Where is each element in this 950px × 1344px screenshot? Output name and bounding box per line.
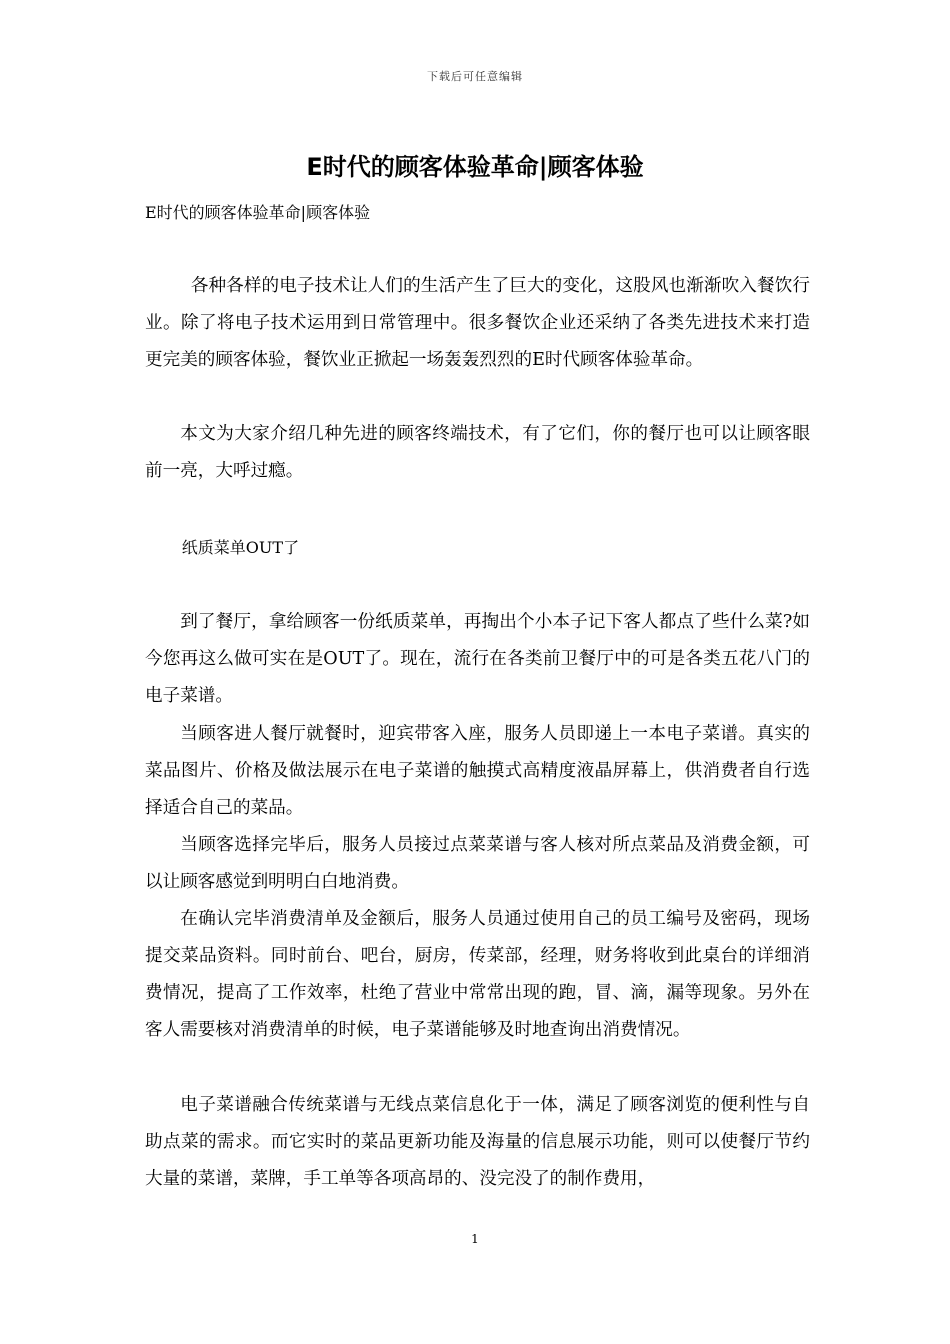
body-paragraph: 电子菜谱融合传统菜谱与无线点菜信息化于一体，满足了顾客浏览的便利性与自助点菜的需求。而它实时的菜品更新功能及海量的信息展示功能，则可以使餐厅节约大量的菜谱，菜牌，手工单等各项高昂的、没完没了的制作费用， — [145, 1095, 810, 1189]
body-paragraph: 本文为大家介绍几种先进的顾客终端技术，有了它们，你的餐厅也可以让顾客眼前一亮，大呼过瘾。 — [145, 424, 810, 481]
section-heading: 纸质菜单OUT了 — [181, 538, 300, 557]
body-paragraph: 到了餐厅，拿给顾客一份纸质菜单，再掏出个小本子记下客人都点了些什么菜?如今您再这么做可实在是OUT了。现在，流行在各类前卫餐厅中的可是各类五花八门的电子菜谱。 — [145, 612, 810, 706]
body-paragraph: 各种各样的电子技术让人们的生活产生了巨大的变化，这股风也渐渐吹入餐饮行业。除了将电子技术运用到日常管理中。很多餐饮企业还采纳了各类先进技术来打造更完美的顾客体验，餐饮业正掀起一场轰轰烈烈的E时代顾客体验革命。 — [145, 276, 810, 370]
page-number: 1 — [471, 1232, 479, 1246]
body-paragraph: 当顾客进人餐厅就餐时，迎宾带客入座，服务人员即递上一本电子菜谱。真实的菜品图片、价格及做法展示在电子菜谱的触摸式高精度液晶屏幕上，供消费者自行选择适合自己的菜品。 — [145, 724, 810, 818]
page-header-note: 下载后可任意编辑 — [427, 70, 523, 83]
body-paragraph: 在确认完毕消费清单及金额后，服务人员通过使用自己的员工编号及密码，现场提交菜品资料。同时前台、吧台，厨房，传菜部，经理，财务将收到此桌台的详细消费情况，提高了工作效率，杜绝了营业中常常出现的跑，冒、滴，漏等现象。另外在客人需要核对消费清单的时候，电子菜谱能够及时地查询出消费情况。 — [145, 909, 810, 1040]
body-paragraph: 当顾客选择完毕后，服务人员接过点菜菜谱与客人核对所点菜品及消费金额，可以让顾客感觉到明明白白地消费。 — [145, 835, 810, 892]
document-subtitle: E时代的顾客体验革命|顾客体验 — [145, 203, 371, 222]
document-title: E时代的顾客体验革命|顾客体验 — [306, 153, 644, 181]
